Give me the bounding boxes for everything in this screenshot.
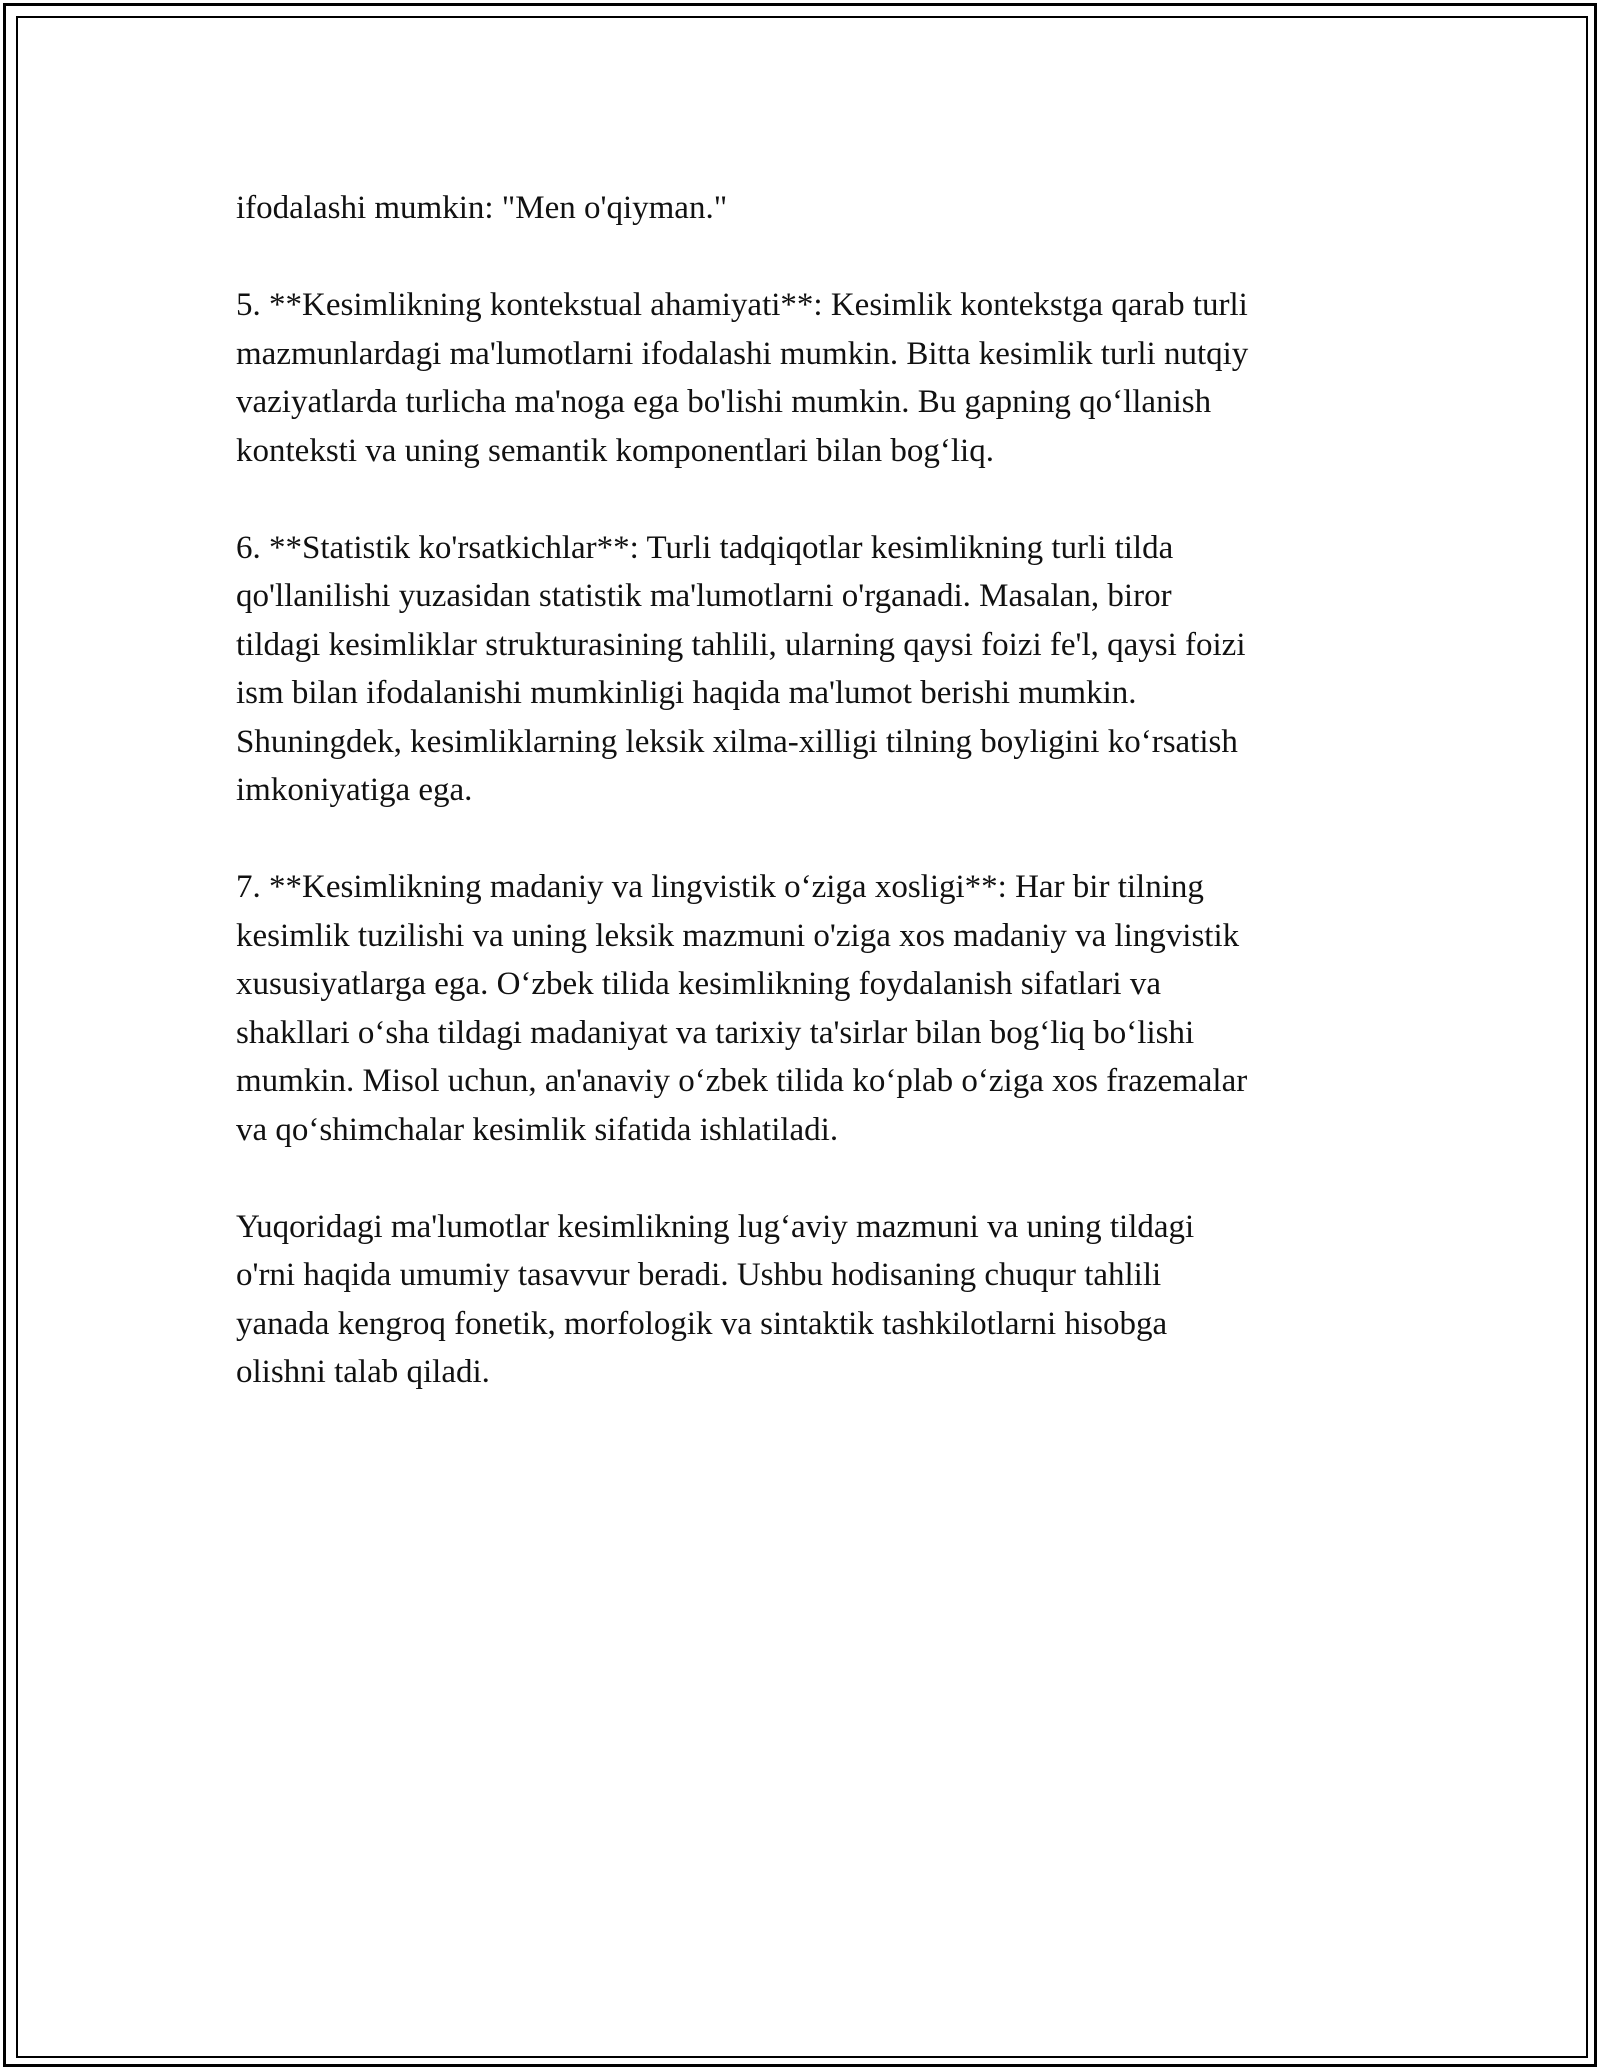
text-line: Shuningdek, kesimliklarning leksik xilma-xilligi tilning boyligini ko‘rsatish — [236, 723, 1238, 760]
text-line: olishni talab qiladi. — [236, 1354, 490, 1390]
text-line: shakllari o‘sha tildagi madaniyat va tarixiy ta'sirlar bilan bog‘liq bo‘lishi — [236, 1014, 1195, 1051]
text-line: qo'llanilishi yuzasidan statistik ma'lumotlarni o'rganadi. Masalan, biror — [236, 578, 1172, 614]
text-line: 6. **Statistik ko'rsatkichlar**: Turli tadqiqotlar kesimlikning turli tilda — [236, 529, 1174, 566]
text-line: imkoniyatiga ega. — [236, 772, 473, 808]
paragraph-6-statistics — [236, 524, 1376, 815]
text-line: Yuqoridagi ma'lumotlar kesimlikning lug‘aviy mazmuni va uning tildagi — [236, 1208, 1195, 1245]
text-line: 5. **Kesimlikning kontekstual ahamiyati**: Kesimlik kontekstga qarab turli — [236, 287, 1248, 323]
text-line: vaziyatlarda turlicha ma'noga ega bo'lishi mumkin. Bu gapning qo‘llanish — [236, 384, 1212, 420]
text-line: kesimlik tuzilishi va uning leksik mazmuni o'ziga xos madaniy va lingvistik — [236, 917, 1240, 954]
paragraph-7-cultural-features — [236, 863, 1376, 1154]
paragraph-intro-continuation — [236, 184, 1376, 233]
text-line: xususiyatlarga ega. O‘zbek tilida kesimlikning foydalanish sifatlari va — [236, 966, 1161, 1002]
text-line: konteksti va uning semantik komponentlari bilan bog‘liq. — [236, 432, 994, 469]
paragraph-conclusion — [236, 1203, 1376, 1397]
text-line: 7. **Kesimlikning madaniy va lingvistik o‘ziga xosligi**: Har bir tilning — [236, 869, 1204, 905]
text-line: mumkin. Misol uchun, an'anaviy o‘zbek tilida ko‘plab o‘ziga xos frazemalar — [236, 1063, 1248, 1099]
paragraph-5-contextual-significance — [236, 281, 1376, 475]
text-line: va qo‘shimchalar kesimlik sifatida ishlatiladi. — [236, 1111, 839, 1148]
text-line: ism bilan ifodalanishi mumkinligi haqida ma'lumot berishi mumkin. — [236, 675, 1137, 711]
text-line: tildagi kesimliklar strukturasining tahlili, ularning qaysi foizi fe'l, qaysi foizi — [236, 626, 1246, 663]
text-line: yanada kengroq fonetik, morfologik va sintaktik tashkilotlarni hisobga — [236, 1305, 1168, 1342]
text-line: ifodalashi mumkin: "Men o'qiyman." — [236, 190, 728, 226]
text-line: o'rni haqida umumiy tasavvur beradi. Ushbu hodisaning chuqur tahlili — [236, 1257, 1162, 1293]
text-line: mazmunlardagi ma'lumotlarni ifodalashi mumkin. Bitta kesimlik turli nutqiy — [236, 335, 1249, 372]
document-body — [236, 184, 1376, 1445]
